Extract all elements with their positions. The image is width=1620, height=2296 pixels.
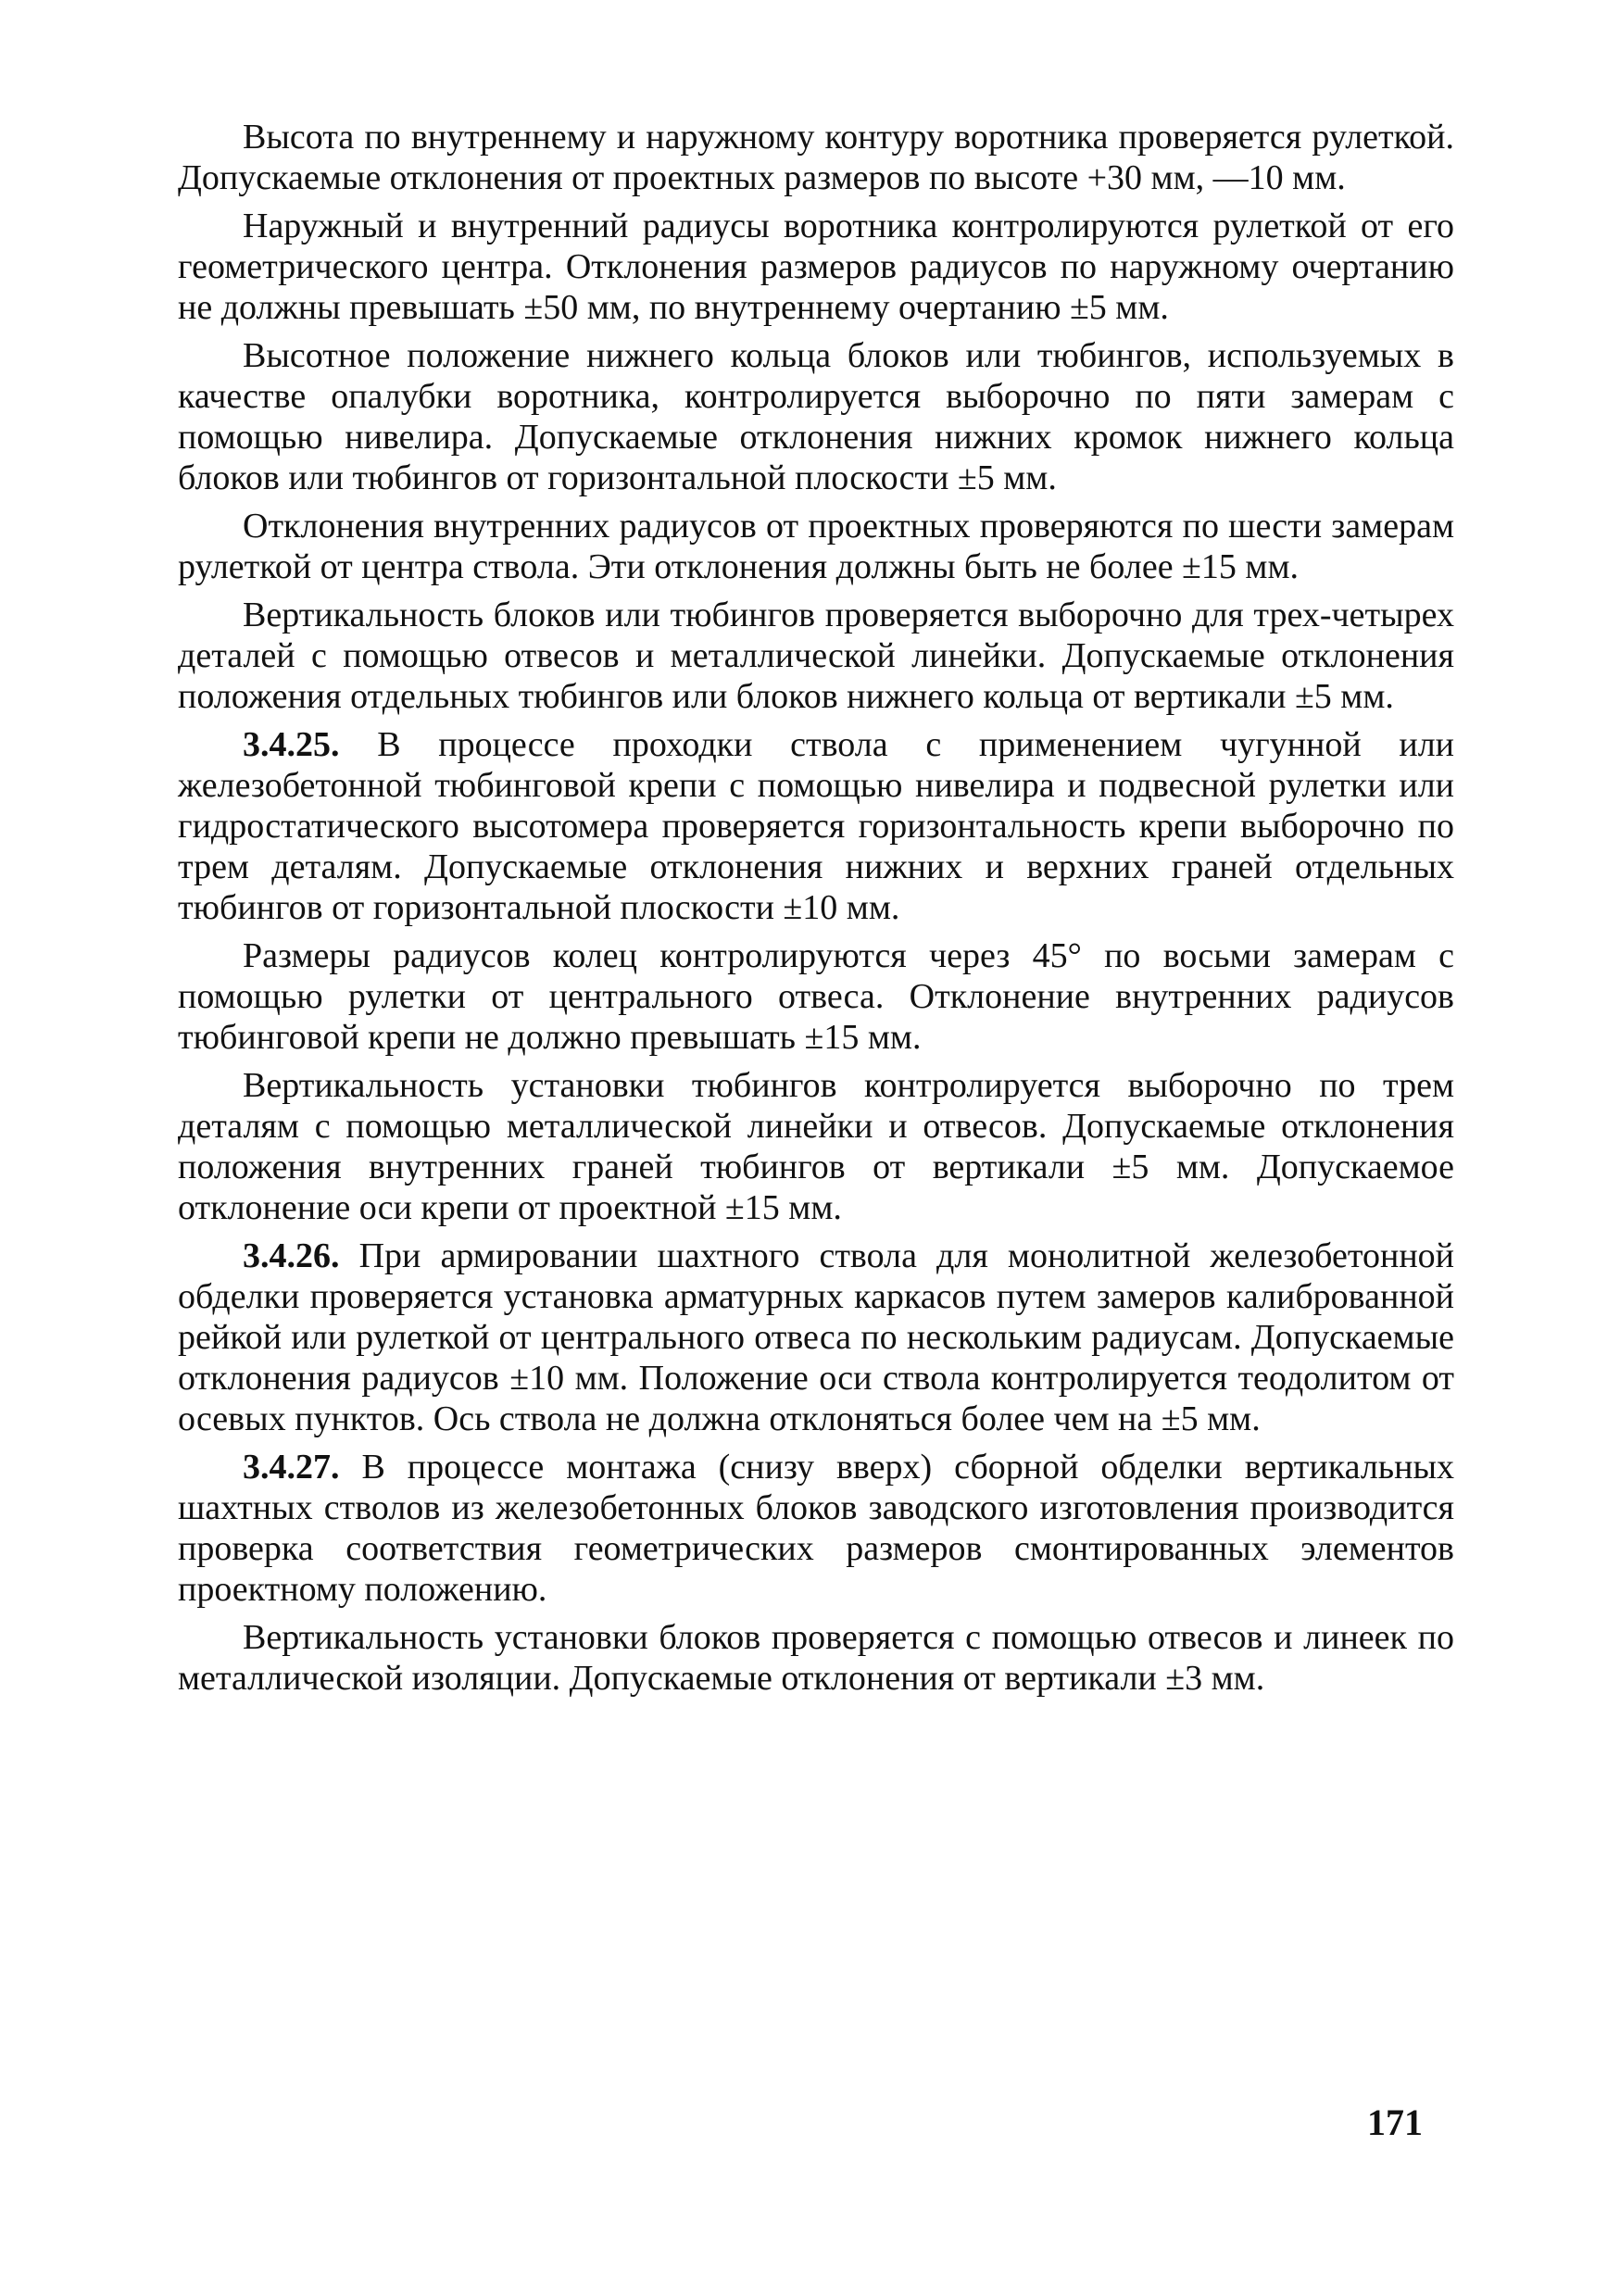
section-paragraph bbox=[178, 1236, 1454, 1439]
paragraph-text: Вертикальность установки тюбингов контролируется выборочно по трем деталям с помощью металлической линейки и отвесов. Допускаемые отклонения положения внутренних граней тюбингов от вертикали ±5 мм. Допускаемое отклонение оси крепи от проектной ±15 мм. bbox=[178, 1066, 1454, 1227]
paragraph bbox=[178, 1617, 1454, 1699]
paragraph bbox=[178, 595, 1454, 717]
section-number: 3.4.27. bbox=[243, 1448, 340, 1487]
paragraph-text: В процессе монтажа (снизу вверх) сборной обделки вертикальных шахтных стволов из железобетонных блоков заводского изготовления производится проверка соответствия геометрических размеров смонтированных элементов проектному положению. bbox=[178, 1448, 1454, 1609]
section-paragraph bbox=[178, 724, 1454, 928]
section-number: 3.4.26. bbox=[243, 1236, 340, 1275]
paragraph-text: В процессе проходки ствола с применением чугунной или железобетонной тюбинговой крепи с помощью нивелира и подвесной рулетки или гидростатического высотомера проверяется горизонтальность крепи выборочно по трем деталям. Допускаемые отклонения нижних и верхних граней отдельных тюбингов от горизонтальной плоскости ±10 мм. bbox=[178, 725, 1454, 927]
page-body bbox=[178, 117, 1454, 2247]
paragraph-text: Вертикальность установки блоков проверяется с помощью отвесов и линеек по металлической изоляции. Допускаемые отклонения от вертикали ±3 мм. bbox=[178, 1618, 1454, 1698]
section-number: 3.4.25. bbox=[243, 725, 340, 764]
page-number: 171 bbox=[1367, 2102, 1423, 2143]
paragraph-text: При армировании шахтного ствола для монолитной железобетонной обделки проверяется установка арматурных каркасов путем замеров калиброванной рейкой или рулеткой от центрального отвеса по нескольким радиусам. Допускаемые отклонения радиусов ±10 мм. Положение оси ствола контролируется теодолитом от осевых пунктов. Ось ствола не должна отклоняться более чем на ±5 мм. bbox=[178, 1236, 1454, 1438]
paragraph-text: Размеры радиусов колец контролируются через 45° по восьми замерам с помощью рулетки от центрального отвеса. Отклонение внутренних радиусов тюбинговой крепи не должно превышать ±15 мм. bbox=[178, 936, 1454, 1057]
paragraph bbox=[178, 117, 1454, 198]
paragraph-text: Вертикальность блоков или тюбингов проверяется выборочно для трех-четырех деталей с помощью отвесов и металлической линейки. Допускаемые отклонения положения отдельных тюбингов или блоков нижнего кольца от вертикали ±5 мм. bbox=[178, 596, 1454, 716]
paragraph-text: Отклонения внутренних радиусов от проектных проверяются по шести замерам рулеткой от центра ствола. Эти отклонения должны быть не более ±15 мм. bbox=[178, 507, 1454, 586]
paragraph-text: Наружный и внутренний радиусы воротника контролируются рулеткой от его геометрического центра. Отклонения размеров радиусов по наружному очертанию не должны превышать ±50 мм, по внутреннему очертанию ±5 мм. bbox=[178, 207, 1454, 327]
paragraph bbox=[178, 1065, 1454, 1228]
paragraph bbox=[178, 506, 1454, 587]
paragraph-text: Высота по внутреннему и наружному контуру воротника проверяется рулеткой. Допускаемые отклонения от проектных размеров по высоте +30 мм, —10 мм. bbox=[178, 118, 1454, 197]
paragraph-text: Высотное положение нижнего кольца блоков или тюбингов, используемых в качестве опалубки воротника, контролируется выборочно по пяти замерам с помощью нивелира. Допускаемые отклонения нижних кромок нижнего кольца блоков или тюбингов от горизонтальной плоскости ±5 мм. bbox=[178, 336, 1454, 497]
section-paragraph bbox=[178, 1447, 1454, 1610]
paragraph bbox=[178, 935, 1454, 1058]
paragraph bbox=[178, 206, 1454, 328]
paragraph bbox=[178, 335, 1454, 498]
